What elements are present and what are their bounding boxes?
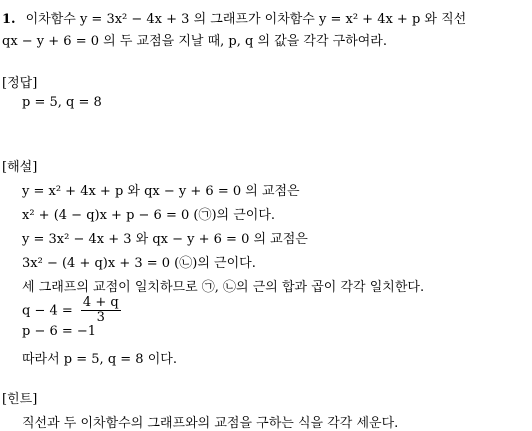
solution-line-3: y = 3x² − 4x + 3 와 qx − y + 6 = 0 의 교점은 bbox=[22, 232, 308, 247]
problem-line-1 bbox=[2, 8, 466, 27]
problem-text-1: 이차함수 y = 3x² − 4x + 3 의 그래프가 이차함수 y = x² + 4x + p 와 직선 bbox=[25, 12, 467, 27]
fraction-denominator: 3 bbox=[96, 310, 105, 326]
problem-text-2: qx − y + 6 = 0 의 두 교점을 지날 때, p, q 의 값을 각각 구하여라. bbox=[2, 34, 387, 49]
problem-number: 1. bbox=[2, 12, 16, 27]
hint-text: 직선과 두 이차함수의 그래프와의 교점을 구하는 식을 각각 세운다. bbox=[22, 416, 399, 431]
fraction-equation bbox=[22, 296, 121, 326]
solution-line-2: x² + (4 − q)x + p − 6 = 0 (㉠)의 근이다. bbox=[22, 208, 276, 223]
solution-line-1: y = x² + 4x + p 와 qx − y + 6 = 0 의 교점은 bbox=[22, 184, 300, 199]
fraction-numerator: 4 + q bbox=[82, 295, 119, 310]
fraction-equation-left: q − 4 = bbox=[22, 303, 73, 319]
solution-line-5: 세 그래프의 교점이 일치하므로 ㉠, ㉡의 근의 합과 곱이 각각 일치한다. bbox=[22, 280, 425, 295]
solution-header: [해설] bbox=[2, 160, 38, 175]
solution-conclusion: 따라서 p = 5, q = 8 이다. bbox=[22, 352, 177, 367]
solution-line-4: 3x² − (4 + q)x + 3 = 0 (㉡)의 근이다. bbox=[22, 256, 256, 271]
problem-line-2 bbox=[2, 30, 387, 49]
answer-header: [정답] bbox=[2, 76, 38, 91]
fraction bbox=[81, 296, 121, 326]
solution-line-p6: p − 6 = −1 bbox=[22, 324, 97, 339]
answer-value: p = 5, q = 8 bbox=[22, 95, 102, 110]
hint-header: [힌트] bbox=[2, 392, 38, 407]
